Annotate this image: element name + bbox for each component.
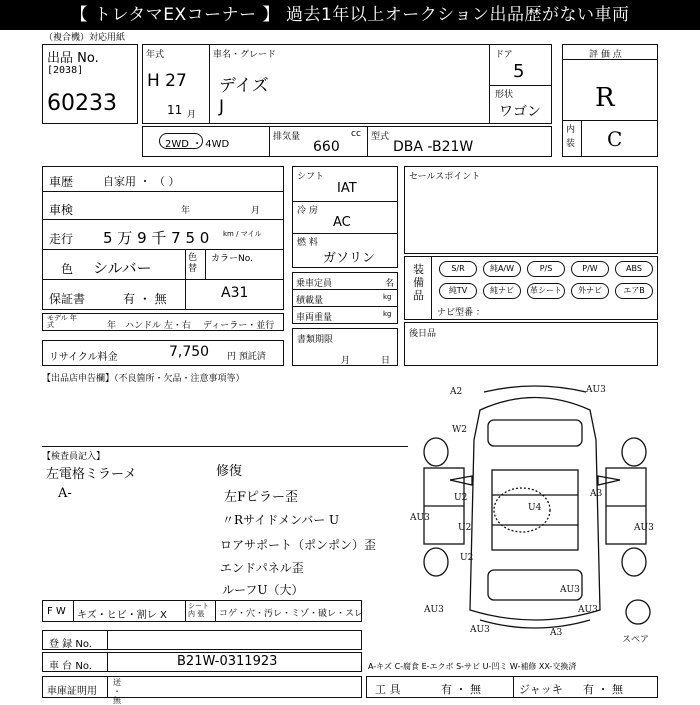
mark-u2-center: U2 [458,523,472,533]
color-label: 色 [61,262,74,276]
equipment-option: ABS [615,261,653,277]
mark-u2-left: U2 [454,493,468,503]
car-name-label: 車名・グレード [213,50,277,60]
recycle-value: 7,750 [169,344,210,360]
recycle-box [42,340,284,366]
mark-au3-top: AU3 [586,385,606,395]
load-label: 積載量 [296,296,324,306]
vehicle-header-box [142,44,552,124]
mark-a3-right: A3 [590,489,603,499]
equipment-option: 純TV [439,283,477,299]
mark-au3-rear-left: AU3 [424,605,444,615]
tools-label: 工 具 [375,683,401,696]
seat-label: シート 内 張 [188,602,209,618]
interior-label: 内 装 [566,125,576,149]
jack-label: ジャッキ [519,683,563,696]
equipment-option: 外ナビ [571,283,609,299]
period-label: 書類期限 [297,335,334,345]
shape-label: 形状 [495,90,514,100]
month-value: 11 [167,103,183,117]
period-unit: 月 [341,356,351,366]
left-note-1: 左電格ミラーメ [46,467,137,482]
ac-value: AC [333,215,351,230]
mileage-unit: km / マイル [223,230,262,238]
car-damage-diagram [410,380,660,650]
chassis-label: 車 台 No. [49,661,92,672]
interior-value: C [607,127,623,151]
lot-label: 出品 No. [47,51,99,66]
mark-a2: A2 [450,387,463,397]
mileage-value: 5 万 9 千 7 5 0 [103,229,210,247]
door-value: 5 [513,61,525,82]
score-label: 評 価 点 [589,50,622,60]
month-unit: 月 [187,110,197,120]
year-label: 年式 [146,50,165,60]
displacement-value: 660 [313,139,340,155]
shift-value: IAT [337,181,357,196]
score-box [562,44,658,157]
mileage-label: 走行 [49,232,74,246]
equipment-label: 装 備 品 [413,263,424,302]
cert-value: 送 ・ 無 [113,678,121,705]
period-day: 日 [381,356,391,366]
registration-label: 登 録 No. [49,639,92,650]
score-value: R [595,83,615,113]
cert-label: 車庫証明用 [47,686,97,697]
ac-label: 冷 房 [297,206,318,216]
warranty-value: 有 ・ 無 [123,292,167,306]
color-change-label: 色 替 [188,253,198,274]
shape-value: ワゴン [499,104,541,120]
sales-point-label: セールスポイント [409,172,481,182]
history-value: 自家用 ・ （ ） [103,175,180,188]
grade: J [219,97,225,117]
model-year-label: モデル 年式 [47,314,77,329]
mark-a3-bottom: A3 [550,628,563,638]
equipment-option: エアB [615,283,653,299]
damage-legend: A-キズ C-腐食 E-エクボ S-サビ U-凹ミ W-補修 XX-交換済 [368,662,577,671]
mark-au3-left: AU3 [410,513,430,523]
door-label: ドア [495,50,513,60]
capacity-box [292,272,398,324]
cert-row [42,676,362,705]
shift-label: シフト [297,172,325,182]
history-label: 車歴 [49,175,74,189]
mark-u4: U4 [528,503,542,513]
displacement-label: 排気量 [273,132,301,142]
equipment-box [404,256,658,320]
right-note-4: ロアサポート（ポンポン）歪 [220,538,377,552]
capacity-label: 乗車定員 [296,279,333,289]
mark-w2: W2 [452,425,467,435]
fw-value: キズ・ヒビ・割レ X [77,610,167,621]
warranty-label: 保証書 [49,292,86,306]
equipment-option: 純A/W [483,261,521,277]
mark-u2-rear: U2 [460,553,474,563]
capacity-unit: 名 [385,279,395,289]
year-value: H 27 [147,71,187,91]
mark-au3-bumper: AU3 [578,605,598,615]
seat-value: コゲ・穴・汚レ・ミゾ・破レ・スレ [219,609,364,619]
tools-jack-row [366,676,658,698]
fuel-value: ガソリン [323,251,376,266]
mark-au3-rear-right: AU3 [560,585,580,595]
equipment-option: 革シート [527,283,565,299]
right-note-3: 〃Rサイドメンバー U [222,513,340,527]
weight-unit: kg [383,310,392,318]
lot-small: [2038] [47,65,84,76]
recycle-unit: 円 預託済 [227,352,266,362]
sales-point-box [404,166,658,254]
color-no-label: カラーNo. [211,254,253,264]
details-box [42,166,284,310]
weight-label: 車両重量 [296,313,333,323]
period-box [292,328,398,366]
model-year-unit: 年 [107,321,117,331]
mark-au3-bottom: AU3 [470,625,490,635]
fw-row [42,600,362,622]
drive-options: 2WD ・ 4WD [165,139,230,150]
left-note-2: A- [58,486,72,501]
lot-box [42,44,138,124]
jack-value: 有 ・ 無 [583,683,623,696]
inspector-header: 【検査員記入】 [42,452,106,462]
remarks-header: 【出品店申告欄】（不良箇所・欠品・注意事項等） [42,374,245,384]
fuel-label: 燃 料 [297,238,318,248]
right-note-6: ルーフU（大） [222,583,304,597]
after-items-label: 後日品 [409,329,437,339]
model-label: 型式 [371,132,390,142]
inspection-label: 車検 [49,203,74,217]
lot-number: 60233 [47,91,117,116]
mark-au3-right: AU3 [634,523,654,533]
equipment-option: P/S [527,261,565,277]
page-banner: 【 トレタマEXコーナー 】 過去1年以上オークション出品歴がない車両 [0,0,700,30]
equipment-option: S/R [439,261,477,277]
model-year-row [42,313,284,331]
inspection-year: 年 [181,206,191,216]
equipment-option: P/W [571,261,609,277]
spec-box [292,166,398,268]
tools-value: 有 ・ 無 [441,683,481,696]
fw-label: F W [47,606,66,617]
displacement-unit: cc [351,129,361,139]
form-subtitle: （複合機）対応用紙 [44,33,126,43]
spare-label: スペア [622,635,650,645]
handle-label: ハンドル 左・右 [125,321,191,331]
nav-model-label: ナビ型番 ： [437,308,485,318]
car-name: デイズ [219,76,269,96]
chassis-row [42,652,362,672]
inspection-month: 月 [251,206,261,216]
equipment-option: 純ナビ [483,283,521,299]
load-unit: kg [383,293,392,301]
drive-row [142,126,552,157]
color-value: シルバー [93,259,152,277]
right-note-2: 左Fピラー歪 [224,490,299,505]
right-note-5: エンドパネル歪 [220,561,304,575]
registration-row [42,630,362,650]
recycle-label: リサイクル料金 [49,352,118,363]
model-value: DBA -B21W [393,139,474,155]
dealer-label: ディーラー・並行 [203,321,275,331]
color-no-value: A31 [221,285,249,301]
after-items-box [404,322,658,366]
right-note-1: 修復 [216,464,243,479]
chassis-value: B21W-0311923 [177,654,278,669]
